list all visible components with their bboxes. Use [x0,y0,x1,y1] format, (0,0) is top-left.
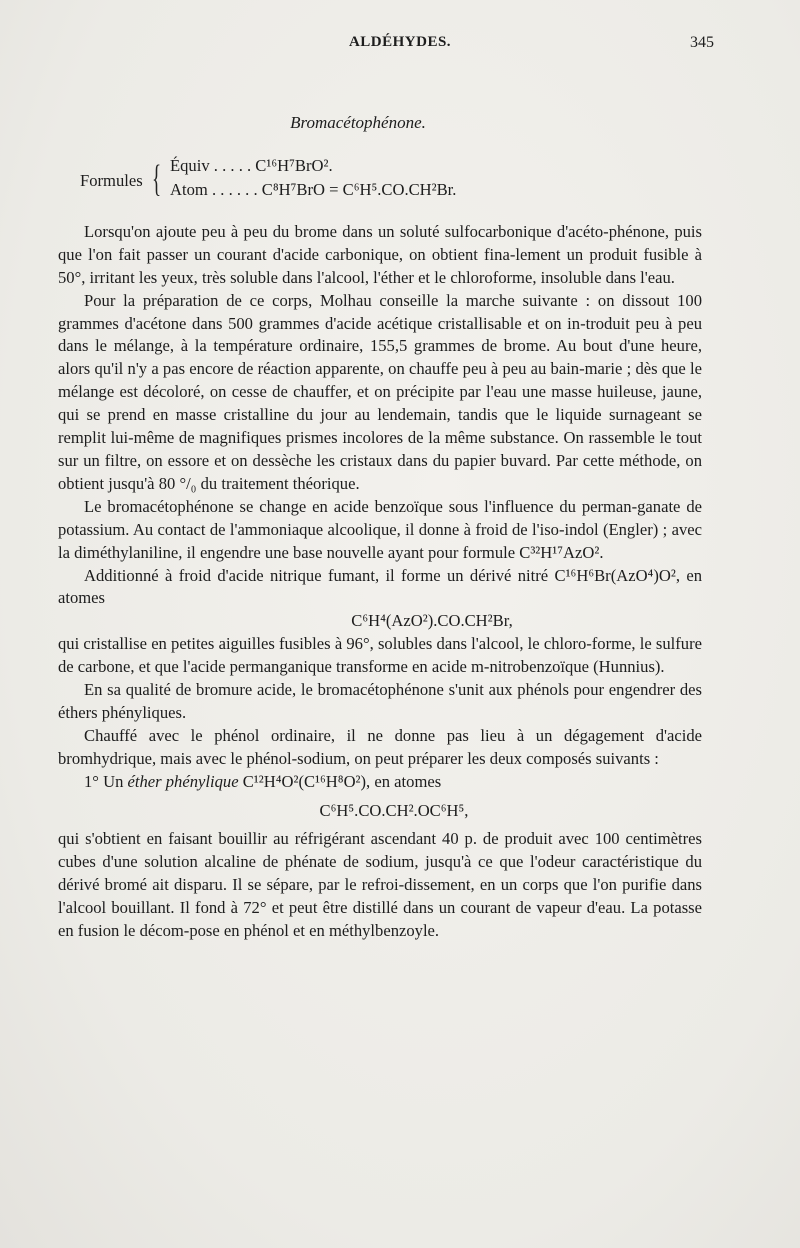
formula-atom-label: Atom [170,179,208,199]
running-head: ALDÉHYDES. [348,34,452,50]
formula-block [58,155,702,207]
formula-atom-dots: . . . . . . [211,179,258,199]
paragraph-8 [58,771,702,794]
paragraph-8-suffix: C¹²H⁴O²(C¹⁶H⁸O²), en atomes [238,771,442,791]
formula-equiv-value: C¹⁶H⁷BrO². [255,155,333,175]
paragraph-1: Lorsqu'on ajoute peu à peu du brome dans un soluté sulfocarbonique d'acéto-phénone, puis que l'on fait passer un courant d'acide carbonique, on obtient fina-lement un produit fusible à 50°, irritant les yeux, très soluble dans l'alcool, l'éther et le chloroforme, insoluble dans l'eau. [58,221,702,287]
paragraph-2: Pour la préparation de ce corps, Molhau conseille la marche suivante : on dissout 100 grammes d'acétone dans 500 grammes d'acide acétique cristallisable et on in-troduit peu à peu dans le mélange, à la température ordinaire, 155,5 grammes de brome. Au bout d'une heure, alors qu'il n'y a pas encore de réaction apparente, on chauffe peu à peu au bain-marie ; dès que le mélange est décoloré, on cesse de chauffer, et on précipite par l'eau une masse huileuse, jaune, qui se prend en masse cristalline du jour au lendemain, tandis que le liquide surnageant se remplit lui-même de magnifiques prismes incolores de la même substance. On rassemble le tout sur un filtre, on essore et on dessèche les cristaux dans du papier buvard. Par cette méthode, on obtient jusqu'à 80 °/₀ du traitement théorique. [58,290,702,493]
formula-ether: C⁶H⁵.CO.CH².OC⁶H⁵, [319,800,469,820]
paragraph-8-italic: éther phénylique [127,771,239,791]
brace-symbol: { [152,157,162,200]
page-number: 345 [690,34,714,51]
paragraph-4: Additionné à froid d'acide nitrique fumant, il forme un dérivé nitré C¹⁶H⁶Br(AzO⁴)O², en atomes [58,565,702,608]
formula-equiv-label: Équiv [170,155,210,175]
paragraph-7: Chauffé avec le phénol ordinaire, il ne donne pas lieu à un dégagement d'acide bromhydrique, mais avec le phénol-sodium, on peut préparer les deux composés suivants : [58,725,702,768]
page-body [58,112,702,943]
paragraph-6: En sa qualité de bromure acide, le bromacétophénone s'unit aux phénols pour engendrer des éthers phényliques. [58,680,702,722]
formula-equiv-dots: . . . . . [213,155,252,175]
formula-atom-row [170,179,456,202]
formula-nitro: C⁶H⁴(AzO²).CO.CH²Br, [351,611,513,631]
paragraph-8-prefix: 1° Un [84,771,128,791]
paragraph-3: Le bromacétophénone se change en acide benzoïque sous l'influence du perman-ganate de potassium. Au contact de l'ammoniaque alcoolique, il donne à froid de l'iso-indol (Engler) ; avec la diméthylaniline, il engendre une base nouvelle ayant pour formule C³²H¹⁷AzO². [58,496,702,562]
formula-atom-value: C⁸H⁷BrO = C⁶H⁵.CO.CH²Br. [261,179,457,199]
paragraph-9: qui s'obtient en faisant bouillir au réfrigérant ascendant 40 p. de produit avec 100 centimètres cubes d'une solution alcaline de phénate de sodium, jusqu'à ce que l'odeur caractéristique du dérivé bromé ait disparu. Il se sépare, par le refroi-dissement, en un corps que l'on purifie dans l'alcool bouillant. Il fond à 72° et peut être distillé dans un courant de vapeur d'eau. La potasse en fusion le décom-pose en phénol et en méthylbenzoyle. [58,829,702,941]
formula-label: Formules [80,170,143,190]
paragraph-5: qui cristallise en petites aiguilles fusibles à 96°, solubles dans l'alcool, le chloro-forme, le sulfure de carbone, et que l'acide permanganique transforme en acide m-nitrobenzoïque (Hunnius). [58,634,702,677]
page-header [0,34,800,58]
section-title: Bromacétophénone. [290,113,426,132]
formula-equiv-row [170,155,333,178]
